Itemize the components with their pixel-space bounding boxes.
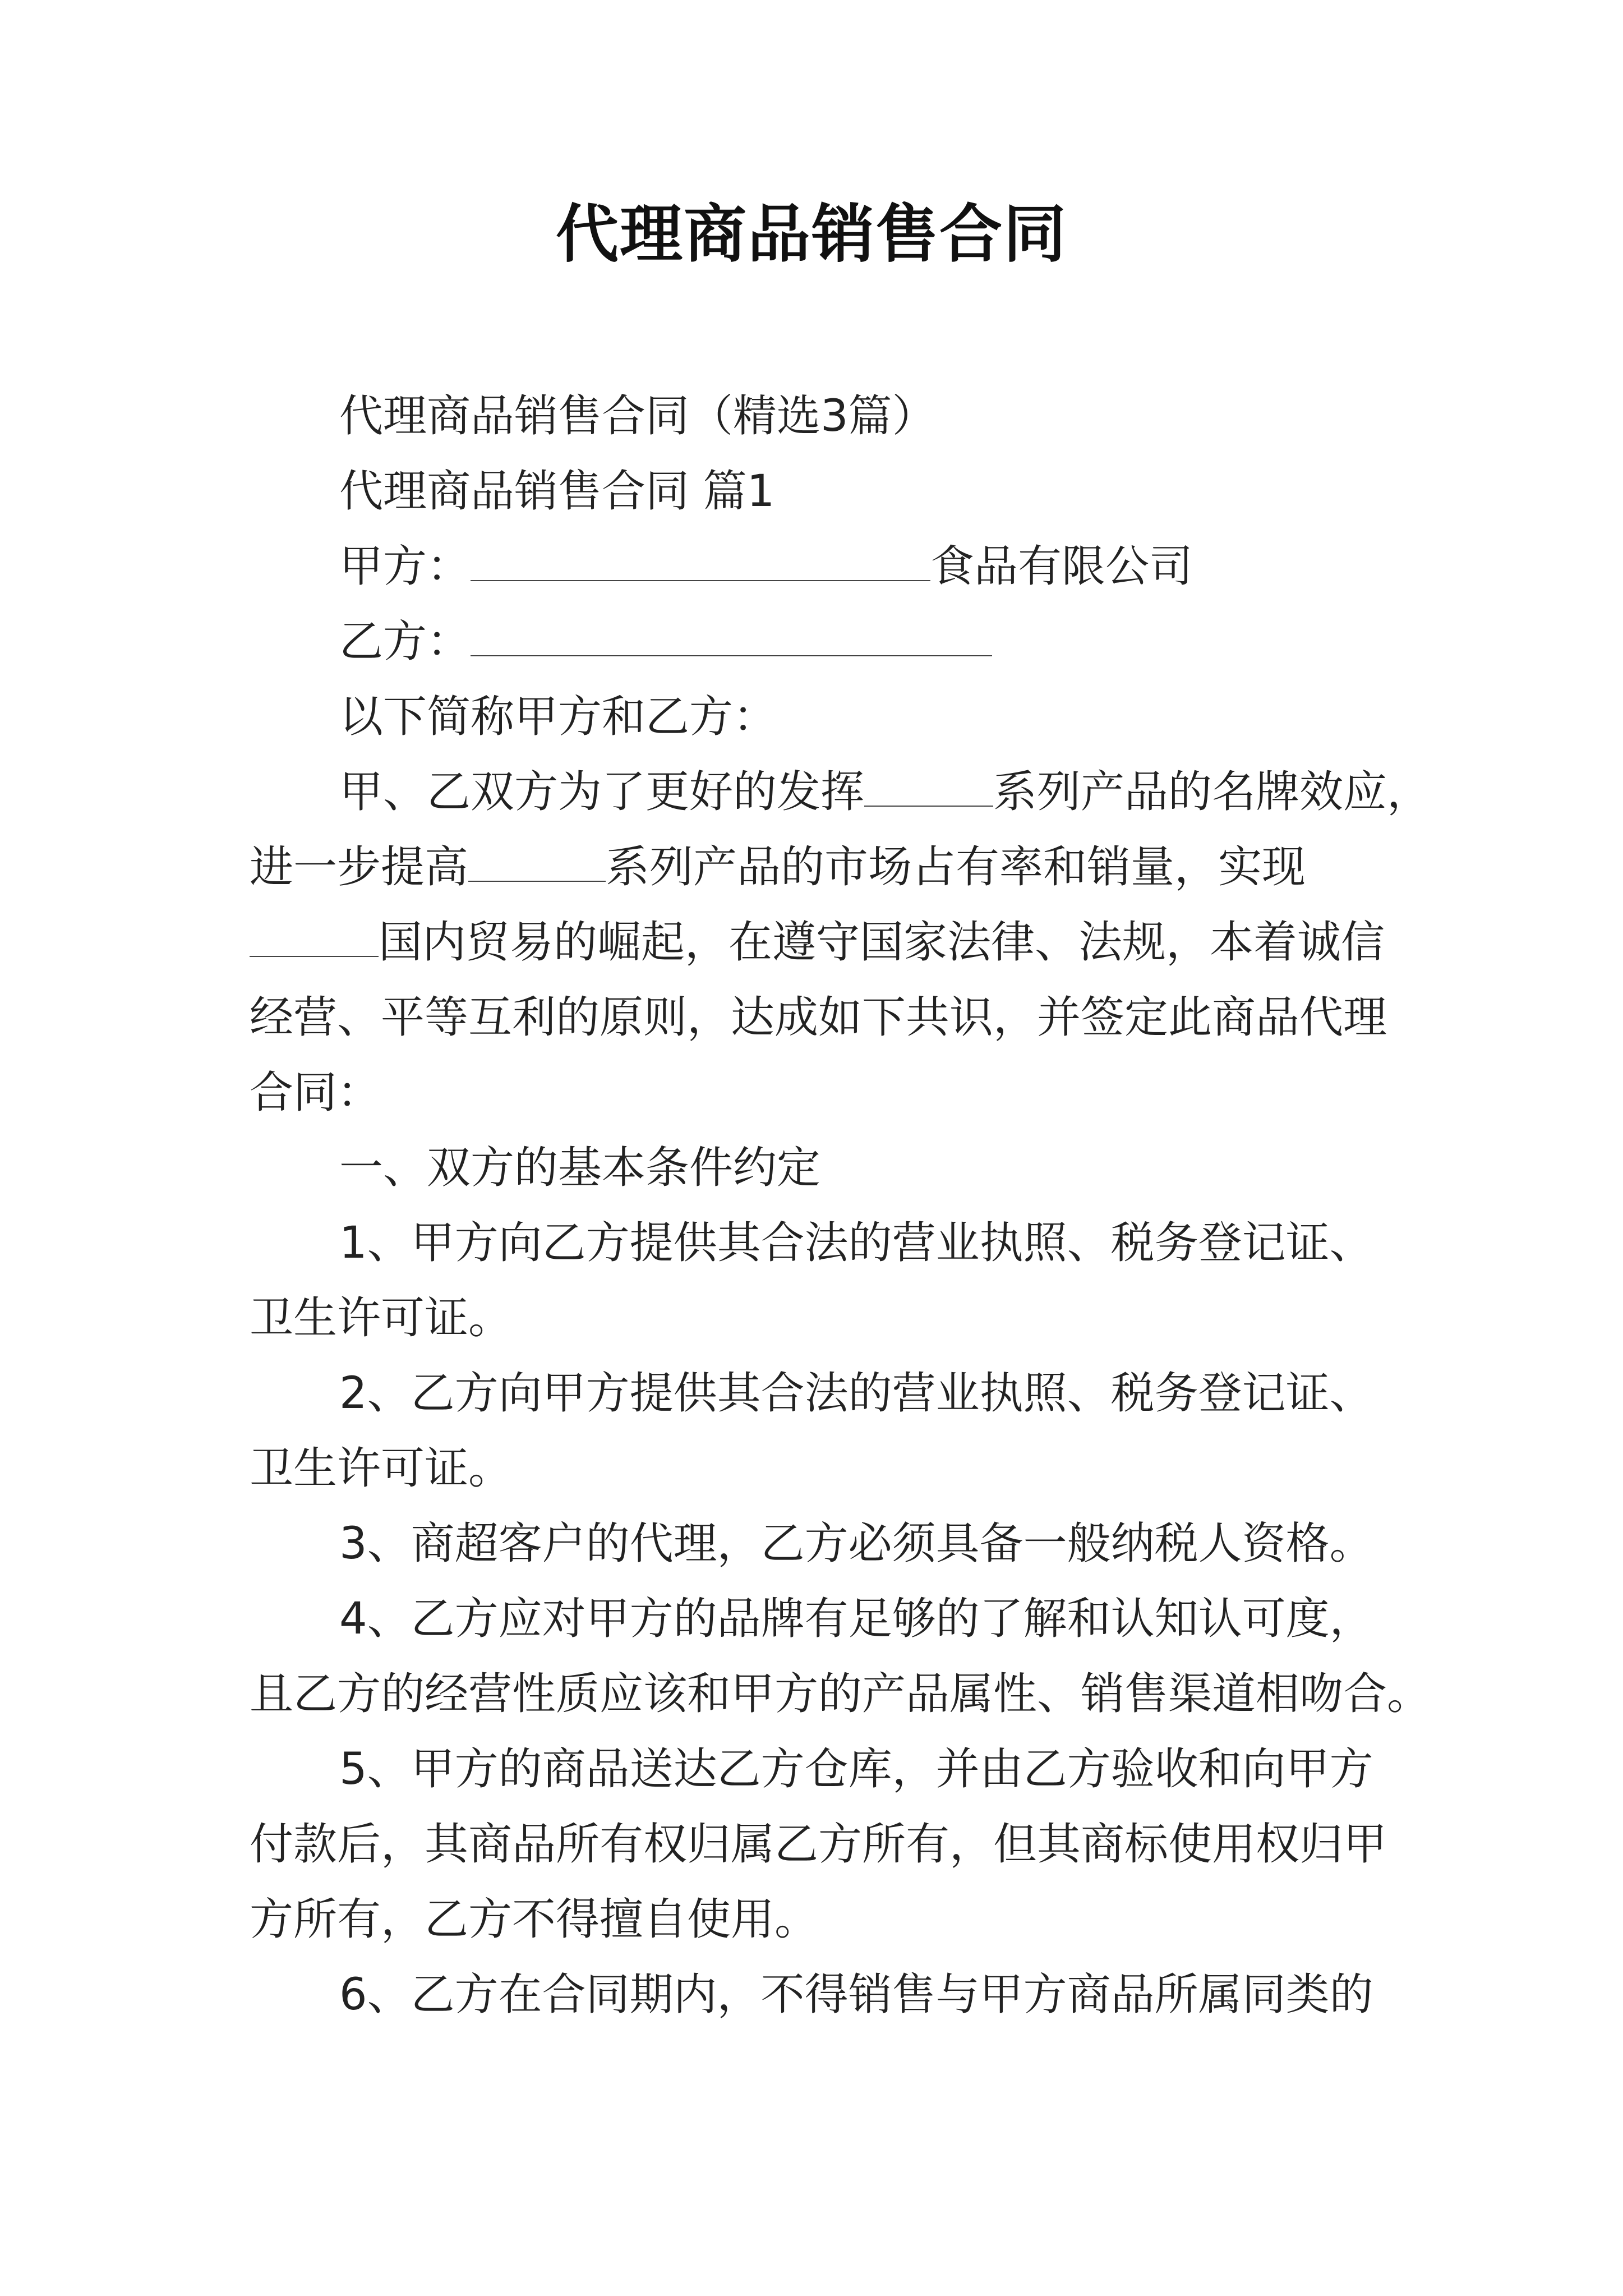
clause-4-line-2: 且乙方的经营性质应该和甲方的产品属性、销售渠道相吻合。: [250, 1669, 1431, 1719]
intro-text-2a: 进一步提高: [250, 842, 469, 892]
party-b-line: [339, 614, 992, 670]
section-heading: 一、双方的基本条件约定: [339, 1143, 821, 1193]
party-b-blank: [471, 620, 992, 656]
intro-text-1b: 系列产品的名牌效应，: [993, 767, 1431, 817]
clause-5-line-3: 方所有，乙方不得擅自使用。: [250, 1894, 819, 1945]
intro-text-2b: 系列产品的市场占有率和销量，实现: [606, 842, 1306, 892]
intro-line-4: 经营、平等互利的原则，达成如下共识，并签定此商品代理: [250, 992, 1387, 1043]
clause-1-line-2: 卫生许可证。: [250, 1293, 513, 1343]
clause-4-line-1: 4、乙方应对甲方的品牌有足够的了解和认知认可度，: [339, 1594, 1373, 1644]
party-a-blank: [471, 545, 930, 581]
clause-5-line-2: 付款后，其商品所有权归属乙方所有，但其商标使用权归甲: [250, 1819, 1387, 1870]
intro-line-3: [250, 914, 1385, 970]
chapter-heading: 代理商品销售合同 篇1: [339, 466, 775, 517]
abbreviation-line: 以下简称甲方和乙方：: [339, 692, 777, 742]
party-a-suffix: 食品有限公司: [930, 541, 1193, 592]
clause-1-line-1: 1、甲方向乙方提供其合法的营业执照、税务登记证、: [339, 1218, 1373, 1268]
brand-blank-2: [468, 846, 606, 882]
subtitle-line: 代理商品销售合同（精选3篇）: [339, 391, 936, 441]
intro-text-3b: 国内贸易的崛起，在遵守国家法律、法规，本着诚信: [379, 917, 1385, 968]
brand-blank-1: [864, 771, 993, 807]
document-title: 代理商品销售合同: [556, 197, 1067, 271]
clause-2-line-2: 卫生许可证。: [250, 1443, 513, 1494]
party-a-line: [339, 539, 1193, 595]
party-b-label: 乙方：: [339, 616, 471, 667]
clause-6-line-1: 6、乙方在合同期内，不得销售与甲方商品所属同类的: [339, 1970, 1373, 2020]
intro-line-1: [339, 764, 1431, 820]
intro-line-5: 合同：: [250, 1068, 381, 1118]
intro-text-1a: 甲、乙双方为了更好的发挥: [339, 767, 865, 817]
brand-blank-3: [250, 921, 379, 957]
party-a-label: 甲方：: [339, 541, 471, 592]
intro-line-2: [250, 839, 1306, 895]
clause-2-line-1: 2、乙方向甲方提供其合法的营业执照、税务登记证、: [339, 1368, 1373, 1419]
clause-3-line-1: 3、商超客户的代理，乙方必须具备一般纳税人资格。: [339, 1519, 1373, 1569]
clause-5-line-1: 5、甲方的商品送达乙方仓库，并由乙方验收和向甲方: [339, 1744, 1373, 1795]
